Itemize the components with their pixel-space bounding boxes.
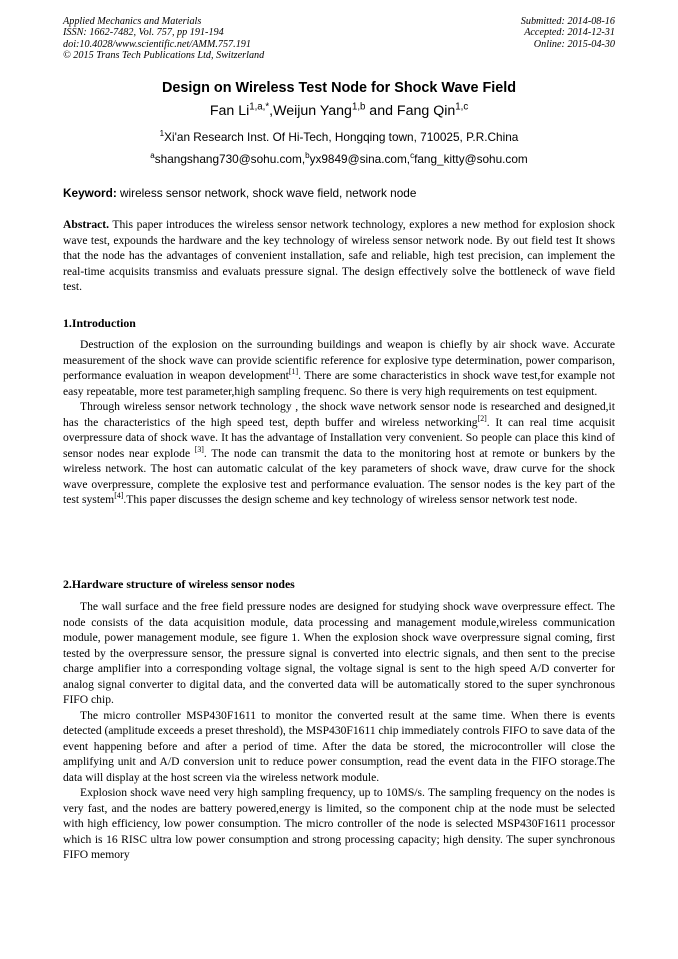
submitted-date: Submitted: 2014-08-16 (520, 16, 615, 27)
journal-issn: ISSN: 1662-7482, Vol. 757, pp 191-194 (63, 27, 224, 39)
paragraph (63, 337, 615, 399)
paragraph: The micro controller MSP430F1611 to monitor the converted result at the same time. When there is events detected (amplitude exceeds a preset threshold), the MSP430F1611 chip immediately controls FIFO to save data of the event happening before and after a period of time. After the data be stored, the microcontroller will close the amplifying unit and A/D conversion unit to reduce power consumption, read the event data in the FIFO storage.The data will display at the host screen via the wireless network module. (63, 708, 615, 784)
keywords-text: wireless sensor network, shock wave field, network node (116, 186, 417, 200)
paragraph: Explosion shock wave need very high sampling frequency, up to 10MS/s. The sampling frequency on the nodes is very fast, and the nodes are battery powered,energy is limited, so the component chip at the node must be selected with high efficiency, low power consumption. The micro controller of the node is selected MSP430F1611 processor which is 16 RISC ultra low power consumption and strong processing capacity; high density. The super synchronous FIFO memory (63, 786, 615, 861)
author-separator: and (365, 103, 397, 119)
email-address: fang_kitty@sohu.com (414, 152, 528, 166)
introduction-body (63, 337, 615, 508)
paragraph-text: Destruction of the explosion on the surrounding buildings and weapon is chiefly by air shock wave. Accurate measurement of the shock wave can provide scientific reference for explosive type determination, power comparison, performance evaluation in weapon development (63, 338, 615, 382)
paper-title: Design on Wireless Test Node for Shock Wave Field (161, 80, 517, 96)
online-date: Online: 2015-04-30 (533, 38, 615, 50)
abstract-text: This paper introduces the wireless sensor network technology, explores a new method for explosion shock wave test, expounds the hardware and the key technology of wireless sensor network node. By out field test It shows that the node has the advantages of convenient installation, safe and reliable, high test precision, can implement the real-time acquisits transmiss and evaluats pressure signal. The design effectively solve the bottleneck of wave field test. (63, 218, 615, 293)
journal-header (63, 16, 264, 62)
section-heading-introduction: 1.Introduction (63, 316, 136, 330)
paragraph-text: Through wireless sensor network technology , the shock wave network sensor node is researched and designed,it has the characteristics of the high speed test, depth buffer and wireless networking (63, 400, 615, 429)
author-list (0, 103, 678, 119)
paragraph (63, 399, 615, 508)
citation: [3] (194, 444, 204, 454)
email-address: yx9849@sina.com, (309, 152, 411, 166)
paragraph: The wall surface and the free field pressure nodes are designed for studying shock wave overpressure effect. The node consists of the data acquisition module, data processing and management module,wireless communication module, power management module, see figure 1. When the explosion shock wave overpressure signal coming, first tested by the overpressure sensor, the pressure signal is converted into electric signals, and then sent to the precise charge amplifier into a corresponding voltage signal, the voltage signal is sent to the high speed A/D converter for analog signal converter to digital data, and the converted data will be automatically stored to the super synchronous FIFO chip. (63, 600, 615, 706)
email-address: shangshang730@sohu.com, (154, 152, 306, 166)
author-separator: , (269, 103, 274, 119)
keywords-label: Keyword: (63, 186, 117, 200)
journal-copyright: © 2015 Trans Tech Publications Ltd, Switzerland (63, 50, 265, 62)
section-heading-hardware: 2.Hardware structure of wireless sensor nodes (63, 577, 295, 591)
paragraph-text: .This paper discusses the design scheme and key technology of wireless sensor network test node. (123, 493, 578, 506)
citation: [1] (288, 367, 299, 377)
email-sup: c (410, 151, 415, 161)
affiliation (0, 130, 678, 144)
author-affil-sup: 1,b (351, 101, 366, 113)
affiliation-sup: 1 (159, 129, 165, 139)
journal-name: Applied Mechanics and Materials (63, 16, 202, 27)
accepted-date: Accepted: 2014-12-31 (524, 27, 615, 39)
author-name: Fan Li (209, 103, 250, 119)
journal-doi: doi:10.4028/www.scientific.net/AMM.757.191 (63, 38, 251, 50)
paragraph-text: . There are some characteristics in shock wave test,for example not easy repeatable, more test parameter,high sampling frequenc. So there is very high requirements on test equipment. (63, 369, 615, 398)
hardware-body (63, 599, 615, 863)
author-affil-sup: 1,a,* (249, 101, 270, 113)
paragraph-text: . The node can transmit the data to the monitoring host at remote or bunkers by the wireless network. The host can automatic calculat of the key parameters of shock wave, draw curve for the shock wave overpressure, complete the explosive test and performance evaluation. The sensor nodes is the key part of the test system (63, 446, 615, 506)
paragraph-text: . It can real time acquisit overpressure data of shock wave. It has the advantage of Installation very convenient. So people can place this kind of sensor nodes near explode (63, 415, 616, 460)
dates-header (521, 16, 615, 50)
abstract (63, 217, 615, 295)
author-affil-sup: 1,c (455, 101, 469, 113)
email-sup: a (150, 151, 155, 161)
citation: [4] (114, 491, 124, 501)
author-name: Weijun Yang (273, 103, 352, 119)
keywords (63, 186, 416, 200)
affiliation-text: Xi'an Research Inst. Of Hi-Tech, Hongqing town, 710025, P.R.China (164, 130, 519, 144)
email-sup: b (305, 151, 310, 161)
author-name: Fang Qin (396, 103, 456, 119)
abstract-label: Abstract. (63, 218, 110, 231)
email-list (0, 152, 678, 166)
citation: [2] (477, 413, 487, 423)
